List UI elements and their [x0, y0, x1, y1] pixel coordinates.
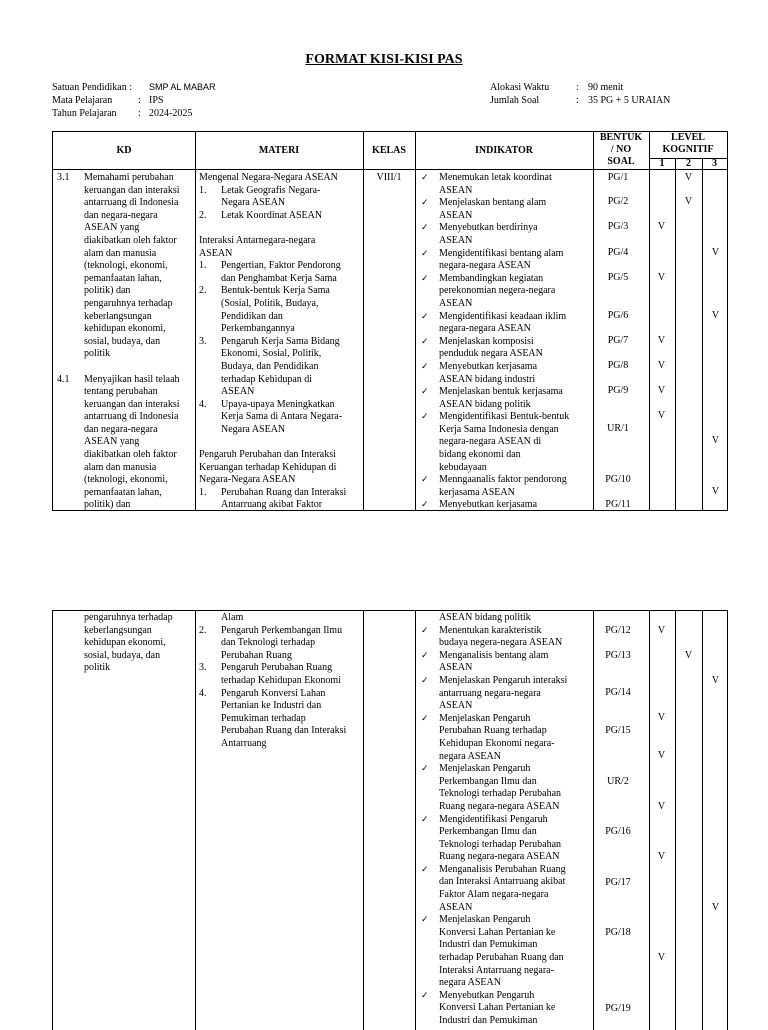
- question-code: PG/17: [605, 877, 631, 888]
- kd-cell: [57, 172, 195, 512]
- materi-heading: Mengenal Negara-Negara ASEAN: [199, 172, 338, 183]
- indicator-text: Menyebutkan Pengaruh Konversi Lahan Pertanian ke Industri dan Pemukiman: [439, 989, 556, 1026]
- materi-item: [199, 688, 361, 751]
- check-icon: ✓: [421, 412, 429, 423]
- question-code: PG/9: [607, 385, 629, 396]
- indicator-item: [419, 914, 579, 990]
- kd-item: [57, 172, 195, 361]
- indicator-list: [419, 172, 579, 512]
- check-icon: ✓: [421, 915, 429, 926]
- materi-item-number: 4.: [199, 398, 207, 410]
- kd-text: pengaruhnya terhadap keberlangsungan kehidupan ekonomi, sosial, budaya, dan politik: [84, 612, 173, 674]
- check-icon: ✓: [421, 814, 429, 825]
- meta-row-year: [52, 107, 216, 120]
- materi-item-text: Pengaruh Konversi Lahan Pertanian ke Industri dan Pemukiman terhadap Perubahan Ruang dan Interaksi Antarruang: [221, 687, 347, 749]
- materi-item: [199, 399, 361, 437]
- indicator-item: [419, 411, 579, 474]
- meta-value: 90 menit: [588, 82, 624, 93]
- meta-separator: [138, 81, 149, 94]
- question-code: PG/8: [607, 360, 629, 371]
- question-code: PG/3: [607, 221, 629, 232]
- indicator-text: Mengidentifikasi keadaan iklim negara-negara ASEAN: [439, 310, 567, 335]
- kisi-table-page1: [52, 131, 728, 511]
- meta-value: SMP AL MABAR: [149, 82, 216, 92]
- level-2-mark: V: [684, 172, 693, 183]
- indicator-item: [419, 273, 579, 311]
- kd-text: Menyajikan hasil telaah tentang perubahan keruangan dan interaksi antarruang di Indonesia dan negara-negara ASEAN yang diakibatkan oleh faktor alam dan manusia (teknologi, ekonomi, pemanfaatan lahan, politik) dan: [84, 373, 180, 511]
- indicator-text: Membandingkan kegiatan perekonomian negera-negara ASEAN: [439, 272, 556, 309]
- level-3-mark: V: [711, 675, 720, 686]
- materi-item-number: 2.: [199, 285, 207, 297]
- question-code: PG/12: [605, 625, 631, 636]
- level-2-mark: V: [684, 650, 693, 661]
- check-icon: ✓: [421, 650, 429, 661]
- meta-right: [490, 81, 670, 107]
- question-code: PG/16: [605, 826, 631, 837]
- indicator-item: [419, 386, 579, 411]
- indicator-item: [419, 713, 579, 763]
- check-icon: ✓: [421, 173, 429, 183]
- indicator-item: [419, 336, 579, 361]
- materi-heading: Interaksi Antarnegara-negara ASEAN: [199, 234, 316, 259]
- meta-separator: :: [138, 95, 141, 106]
- meta-row-time: [490, 81, 670, 94]
- materi-item-number: 4.: [199, 687, 207, 699]
- question-code: PG/15: [605, 725, 631, 736]
- question-code: PG/11: [605, 499, 631, 510]
- question-code: PG/4: [607, 247, 629, 258]
- header-level-line: KOGNITIF: [662, 144, 714, 155]
- indicator-text: Menjelaskan Pengaruh interaksi antarruang negara-negara ASEAN: [439, 674, 568, 712]
- question-code: PG/13: [605, 650, 631, 661]
- meta-label: Alokasi Waktu: [490, 82, 550, 93]
- level-3-mark: V: [711, 486, 720, 497]
- materi-item: [199, 487, 361, 512]
- indicator-item: [419, 222, 579, 247]
- indicator-item: [419, 474, 579, 499]
- question-code: PG/18: [605, 927, 631, 938]
- kelas-value: VIII/1: [376, 172, 402, 183]
- indicator-text: ASEAN bidang politik: [439, 612, 531, 623]
- materi-item-number: 2.: [199, 209, 207, 221]
- indicator-text: Menentukan karakteristik budaya negera-negara ASEAN: [439, 624, 563, 649]
- materi-item: [199, 662, 361, 687]
- column-divider: [702, 611, 703, 1030]
- materi-item-text: Letak Koordinat ASEAN: [221, 209, 323, 221]
- check-icon: ✓: [421, 675, 429, 686]
- materi-item-continuation: Alam: [221, 612, 244, 623]
- materi-item-number: 3.: [199, 662, 207, 674]
- question-code: PG/2: [607, 196, 629, 207]
- column-divider: [649, 132, 650, 510]
- level-3-mark: V: [711, 435, 720, 446]
- meta-row-subject: [52, 94, 216, 107]
- column-divider: [415, 132, 416, 510]
- meta-left: [52, 81, 216, 120]
- check-icon: ✓: [421, 713, 429, 724]
- materi-item-text: Pengaruh Perubahan Ruang terhadap Kehidupan Ekonomi: [221, 662, 341, 686]
- level-1-mark: V: [657, 410, 666, 421]
- question-code: UR/2: [607, 776, 629, 787]
- indicator-text: Menngaanalis faktor pendorong kerjasama ASEAN: [439, 474, 567, 498]
- materi-heading: Pengaruh Perubahan dan Interaksi Keruangan terhadap Kehidupan di Negara-Negara ASEAN: [199, 449, 337, 486]
- materi-item-text: Bentuk-bentuk Kerja Sama (Sosial, Politik, Budaya, Pendidikan dan Perkembangannya: [221, 285, 330, 335]
- indicator-item: [419, 650, 579, 675]
- indicator-text: Menjelaskan bentang alam ASEAN: [439, 197, 547, 221]
- materi-cell: [199, 612, 361, 751]
- question-code: UR/1: [607, 423, 629, 434]
- header-level-line: LEVEL: [671, 132, 705, 143]
- column-divider: [415, 611, 416, 1030]
- check-icon: ✓: [421, 864, 429, 875]
- materi-item-number: 3.: [199, 335, 207, 347]
- indicator-text: Menjelaskan Pengaruh Perkembangan Ilmu dan Teknologi terhadap Perubahan Ruang negara-negara ASEAN: [439, 763, 562, 812]
- header-kelas: KELAS: [372, 145, 406, 156]
- kisi-table-page2: [52, 610, 728, 1030]
- meta-value: 2024-2025: [149, 108, 193, 119]
- level-1-mark: V: [657, 851, 666, 862]
- materi-item: [199, 625, 361, 663]
- column-divider: [363, 132, 364, 510]
- meta-label: Mata Pelajaran: [52, 95, 113, 106]
- indicator-text: Menjelaskan bentuk kerjasama ASEAN bidang politik: [439, 386, 563, 410]
- kd-item: [57, 374, 195, 513]
- meta-value: 35 PG + 5 URAIAN: [588, 95, 671, 106]
- indicator-text: Menjelaskan Pengaruh Perubahan Ruang terhadap Kehidupan Ekonomi negara- negara ASEAN: [439, 712, 555, 762]
- indicator-item: [419, 625, 579, 650]
- level-1-mark: V: [657, 335, 666, 346]
- materi-item-text: Pengaruh Kerja Sama Bidang Ekonomi, Sosial, Politik, Budaya, dan Pendidikan terhadap Kehidupan di ASEAN: [221, 335, 340, 398]
- indicator-item: [419, 763, 579, 813]
- level-1-mark: V: [657, 801, 666, 812]
- materi-item-number: 2.: [199, 624, 207, 636]
- column-divider: [675, 611, 676, 1030]
- question-code: PG/5: [607, 272, 629, 283]
- level-1-mark: V: [657, 625, 666, 636]
- meta-separator: :: [138, 108, 141, 119]
- indicator-item: [419, 248, 579, 273]
- header-bentuk-line: / NO: [610, 144, 632, 155]
- kd-number: 3.1: [57, 172, 70, 183]
- materi-cell: [199, 172, 361, 512]
- level-1-mark: V: [657, 272, 666, 283]
- column-divider: [195, 611, 196, 1030]
- column-divider: [593, 132, 594, 510]
- column-divider: [702, 158, 703, 510]
- materi-item: [199, 210, 361, 223]
- materi-item: [199, 285, 361, 335]
- question-code: PG/1: [607, 172, 629, 183]
- question-code: PG/14: [605, 687, 631, 698]
- check-icon: ✓: [421, 336, 429, 347]
- header-kd: KD: [116, 145, 132, 156]
- meta-separator: :: [576, 82, 579, 93]
- column-divider: [195, 132, 196, 510]
- indicator-list: [419, 612, 579, 1028]
- indicator-item: [419, 675, 579, 713]
- meta-label: Tahun Pelajaran: [52, 108, 117, 119]
- meta-row-count: [490, 94, 670, 107]
- column-divider: [363, 611, 364, 1030]
- indicator-text: Menyebutkan kerjasama: [439, 499, 538, 511]
- meta-separator: :: [576, 95, 579, 106]
- check-icon: ✓: [421, 764, 429, 775]
- page-title: FORMAT KISI-KISI PAS: [305, 52, 463, 67]
- check-icon: ✓: [421, 361, 429, 372]
- question-code: PG/19: [605, 1003, 631, 1014]
- indicator-text: Menyebutkan kerjasama ASEAN bidang industri: [439, 360, 538, 385]
- indicator-text: Mengidentifikasi Bentuk-bentuk Kerja Sama Indonesia dengan negara-negara ASEAN di bidang ekonomi dan kebudayaan: [439, 411, 570, 473]
- meta-row-school: [52, 81, 216, 94]
- check-icon: ✓: [421, 625, 429, 636]
- materi-item: [199, 260, 361, 285]
- header-materi: MATERI: [258, 145, 300, 156]
- column-divider: [675, 158, 676, 510]
- level-3-mark: V: [711, 310, 720, 321]
- check-icon: ✓: [421, 248, 429, 259]
- level-1-mark: V: [657, 712, 666, 723]
- check-icon: ✓: [421, 475, 429, 486]
- question-code: PG/7: [607, 335, 629, 346]
- indicator-item-continuation: [419, 612, 579, 625]
- kd-number: 4.1: [57, 373, 70, 385]
- header-level: [649, 132, 727, 156]
- level-1-mark: V: [657, 750, 666, 761]
- indicator-item: [419, 197, 579, 222]
- indicator-item: [419, 499, 579, 512]
- header-divider: [53, 169, 727, 170]
- check-icon: ✓: [421, 223, 429, 234]
- header-level-2: 2: [686, 158, 691, 169]
- header-indikator: INDIKATOR: [475, 145, 533, 156]
- header-bentuk: [593, 132, 649, 168]
- meta-label: Satuan Pendidikan :: [52, 82, 132, 93]
- check-icon: ✓: [421, 311, 429, 322]
- indicator-text: Menganalisis bentang alam ASEAN: [439, 649, 549, 674]
- materi-item-number: 1.: [199, 260, 207, 272]
- indicator-text: Menjelaskan komposisi penduduk negara ASEAN: [439, 335, 543, 360]
- question-code: PG/10: [605, 474, 631, 485]
- header-level-1: 1: [659, 158, 665, 169]
- indicator-text: Menganalisis Perubahan Ruang dan Interaksi Antarruang akibat Faktor Alam negara-negara ASEAN: [439, 863, 566, 913]
- level-3-mark: V: [711, 247, 720, 258]
- indicator-text: Menjelaskan Pengaruh Konversi Lahan Pertanian ke Industri dan Pemukiman terhadap Perubahan Ruang dan Interaksi Antarruang negara- negara ASEAN: [439, 914, 564, 989]
- check-icon: ✓: [421, 990, 429, 1001]
- indicator-item: [419, 864, 579, 914]
- indicator-text: Menyebutkan berdirinya ASEAN: [439, 222, 538, 246]
- materi-item-text: Letak Geografis Negara- Negara ASEAN: [221, 184, 321, 209]
- column-divider: [593, 611, 594, 1030]
- indicator-item: [419, 172, 579, 197]
- check-icon: ✓: [421, 500, 429, 511]
- column-divider: [649, 611, 650, 1030]
- meta-value: IPS: [149, 95, 164, 106]
- question-code: PG/6: [607, 310, 629, 321]
- check-icon: ✓: [421, 273, 429, 284]
- indicator-text: Mengidentifikasi bentang alam negara-negara ASEAN: [439, 247, 564, 272]
- level-1-mark: V: [657, 360, 666, 371]
- level-1-mark: V: [657, 385, 666, 396]
- indicator-item: [419, 311, 579, 336]
- kd-text: Memahami perubahan keruangan dan interaksi antarruang di Indonesia dan negara-negara ASEAN yang diakibatkan oleh faktor alam dan manusia (teknologi, ekonomi, pemanfaatan lahan, politik) dan pengaruhnya terhadap keberlangsungan kehidupan ekonomi, sosial, budaya, dan politik: [84, 172, 180, 360]
- materi-item-text: Upaya-upaya Meningkatkan Kerja Sama di Antara Negara- Negara ASEAN: [221, 398, 343, 435]
- header-level-3: 3: [712, 158, 717, 169]
- level-1-mark: V: [657, 221, 666, 232]
- materi-item: [199, 336, 361, 399]
- materi-item-text: Pengertian, Faktor Pendorong dan Penghambat Kerja Sama: [221, 260, 341, 284]
- indicator-item: [419, 361, 579, 386]
- indicator-text: Menemukan letak koordinat ASEAN: [439, 172, 552, 196]
- check-icon: ✓: [421, 198, 429, 209]
- indicator-item: [419, 990, 579, 1028]
- level-2-mark: V: [684, 196, 693, 207]
- materi-item-number: 1.: [199, 486, 207, 498]
- materi-item-text: Pengaruh Perkembangan Ilmu dan Teknologi terhadap Perubahan Ruang: [221, 624, 343, 661]
- check-icon: ✓: [421, 387, 429, 398]
- header-bentuk-line: BENTUK: [599, 132, 643, 143]
- header-bentuk-line: SOAL: [607, 156, 635, 167]
- materi-item-text: Perubahan Ruang dan Interaksi Antarruang akibat Faktor: [221, 486, 347, 511]
- level-3-mark: V: [711, 902, 720, 913]
- level-1-mark: V: [657, 952, 666, 963]
- materi-item: [199, 185, 361, 210]
- indicator-item: [419, 814, 579, 864]
- indicator-text: Mengidentifikasi Pengaruh Perkembangan Ilmu dan Teknologi terhadap Perubahan Ruang negara-negara ASEAN: [439, 813, 562, 863]
- meta-label: Jumlah Soal: [490, 95, 540, 106]
- materi-item-number: 1.: [199, 184, 207, 196]
